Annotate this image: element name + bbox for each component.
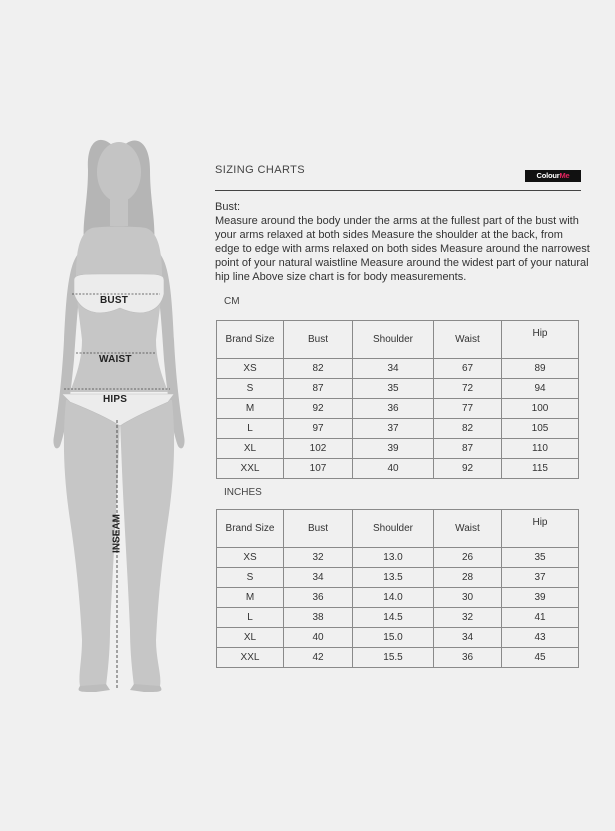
- table-row: [217, 628, 579, 648]
- table-cell: 36: [284, 588, 353, 608]
- table-row: [217, 648, 579, 668]
- column-header: Hip: [502, 321, 579, 359]
- table-cell: 28: [434, 568, 502, 588]
- table-cell: 32: [434, 608, 502, 628]
- table-header-row: [217, 321, 579, 359]
- table-cell: 110: [502, 439, 579, 459]
- column-header: Brand Size: [217, 510, 284, 548]
- table-row: [217, 379, 579, 399]
- table-cell: 34: [353, 359, 434, 379]
- table-row: [217, 399, 579, 419]
- table-cell: 105: [502, 419, 579, 439]
- table-cell: 14.5: [353, 608, 434, 628]
- table-cell: 87: [434, 439, 502, 459]
- table-cell: 13.5: [353, 568, 434, 588]
- cm-table-body: [217, 359, 579, 479]
- table-row: [217, 548, 579, 568]
- table-cell: 92: [284, 399, 353, 419]
- table-header-row: [217, 510, 579, 548]
- table-cell: S: [217, 568, 284, 588]
- table-cell: 82: [434, 419, 502, 439]
- table-cell: 92: [434, 459, 502, 479]
- inches-size-table: [216, 509, 579, 668]
- table-cell: 35: [502, 548, 579, 568]
- table-cell: M: [217, 588, 284, 608]
- table-cell: 100: [502, 399, 579, 419]
- inches-table-body: [217, 548, 579, 668]
- table-cell: 102: [284, 439, 353, 459]
- table-cell: 42: [284, 648, 353, 668]
- inseam-label: INSEAM: [111, 514, 123, 553]
- brand-logo-accent: Me: [559, 171, 570, 180]
- page-title: SIZING CHARTS: [215, 164, 305, 176]
- table-cell: 107: [284, 459, 353, 479]
- table-cell: 35: [353, 379, 434, 399]
- brand-logo-text: Colour: [536, 171, 560, 180]
- table-cell: 67: [434, 359, 502, 379]
- table-cell: M: [217, 399, 284, 419]
- table-row: [217, 608, 579, 628]
- column-header: Waist: [434, 321, 502, 359]
- table-row: [217, 439, 579, 459]
- table-cell: 45: [502, 648, 579, 668]
- table-cell: 94: [502, 379, 579, 399]
- table-cell: 40: [353, 459, 434, 479]
- table-cell: 43: [502, 628, 579, 648]
- table-cell: 26: [434, 548, 502, 568]
- bust-label: BUST: [100, 295, 129, 306]
- table-row: [217, 459, 579, 479]
- table-cell: 15.5: [353, 648, 434, 668]
- cm-size-table: [216, 320, 579, 479]
- table-row: [217, 588, 579, 608]
- table-cell: 115: [502, 459, 579, 479]
- table-cell: 34: [284, 568, 353, 588]
- column-header: Shoulder: [353, 510, 434, 548]
- table-cell: 37: [502, 568, 579, 588]
- measurement-description: [215, 200, 590, 284]
- body-figure: [0, 0, 200, 831]
- table-cell: XL: [217, 628, 284, 648]
- table-cell: XXL: [217, 648, 284, 668]
- table-cell: XL: [217, 439, 284, 459]
- table-row: [217, 359, 579, 379]
- table-cell: XXL: [217, 459, 284, 479]
- column-header: Waist: [434, 510, 502, 548]
- table-row: [217, 419, 579, 439]
- column-header: Shoulder: [353, 321, 434, 359]
- table-cell: XS: [217, 359, 284, 379]
- table-cell: 40: [284, 628, 353, 648]
- table-cell: 32: [284, 548, 353, 568]
- column-header: Brand Size: [217, 321, 284, 359]
- table-cell: 36: [434, 648, 502, 668]
- table-cell: 39: [502, 588, 579, 608]
- table-cell: L: [217, 608, 284, 628]
- table-cell: L: [217, 419, 284, 439]
- table-cell: XS: [217, 548, 284, 568]
- table-cell: 14.0: [353, 588, 434, 608]
- table-cell: 77: [434, 399, 502, 419]
- table-cell: 13.0: [353, 548, 434, 568]
- table-row: [217, 568, 579, 588]
- table-cell: 89: [502, 359, 579, 379]
- column-header: Bust: [284, 510, 353, 548]
- table-cell: 34: [434, 628, 502, 648]
- column-header: Bust: [284, 321, 353, 359]
- table-cell: 72: [434, 379, 502, 399]
- brand-logo: [525, 170, 581, 182]
- description-heading: Bust:: [215, 201, 241, 213]
- title-divider: [215, 190, 581, 191]
- table-cell: 41: [502, 608, 579, 628]
- table-cell: 39: [353, 439, 434, 459]
- column-header: Hip: [502, 510, 579, 548]
- cm-unit-label: CM: [224, 296, 240, 307]
- table-cell: 82: [284, 359, 353, 379]
- table-cell: S: [217, 379, 284, 399]
- waist-label: WAIST: [99, 354, 132, 365]
- table-cell: 97: [284, 419, 353, 439]
- table-cell: 36: [353, 399, 434, 419]
- body-silhouette-icon: [0, 0, 200, 831]
- inches-unit-label: INCHES: [224, 487, 262, 498]
- description-body: Measure around the body under the arms at the fullest part of the bust with your arms relaxed at both sides Measure the shoulder at the back, from edge to edge with arms relaxed on both sides Measure around the narrowest point of your natural waistline Measure around the widest part of your natural hip line Above size chart is for body measurements.: [215, 215, 590, 283]
- table-cell: 30: [434, 588, 502, 608]
- table-cell: 38: [284, 608, 353, 628]
- hips-label: HIPS: [103, 394, 128, 405]
- table-cell: 15.0: [353, 628, 434, 648]
- table-cell: 87: [284, 379, 353, 399]
- table-cell: 37: [353, 419, 434, 439]
